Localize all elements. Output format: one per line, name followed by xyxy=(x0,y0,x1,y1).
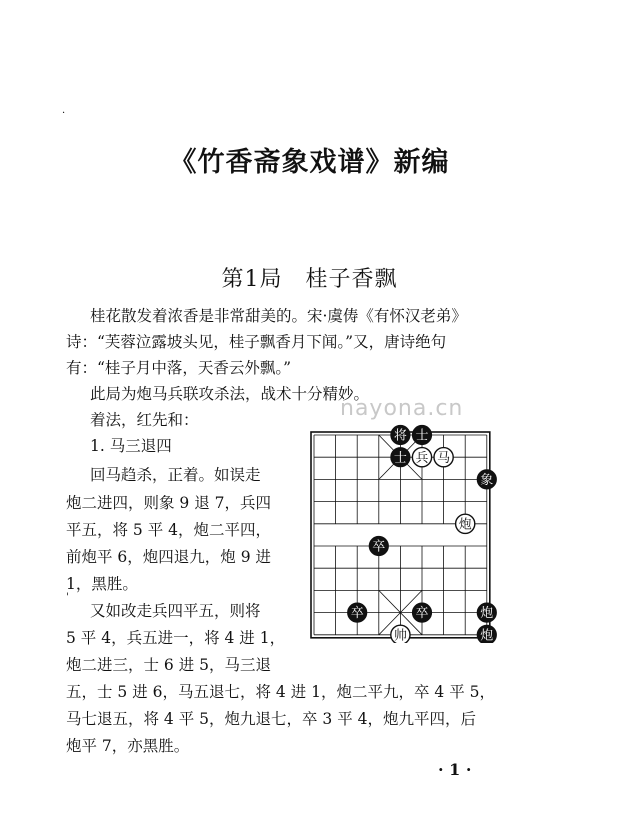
xiangqi-piece xyxy=(369,536,388,555)
move-commentary-line: 5 平 4，兵五进一，将 4 进 1， xyxy=(66,629,286,647)
piece-label: 炮 xyxy=(458,517,472,533)
move-commentary-line: 炮二进三，士 6 进 5，马三退 xyxy=(66,656,272,674)
piece-label: 马 xyxy=(437,450,451,466)
scan-speck: · xyxy=(62,108,66,119)
xiangqi-board xyxy=(308,423,498,643)
piece-label: 炮 xyxy=(480,628,494,643)
move-commentary-line: 炮二进四，则象 9 退 7，兵四 xyxy=(66,494,272,512)
xiangqi-piece xyxy=(391,625,410,643)
intro-paragraph-line: 有：“桂子月中落，天香云外飘。” xyxy=(66,359,292,377)
watermark: nayona.cn xyxy=(340,396,464,421)
xiangqi-piece xyxy=(391,425,410,444)
move-commentary-line: 马七退五，将 4 平 5，炮九退七，卒 3 平 4，炮九平四，后 xyxy=(66,710,477,728)
piece-label: 象 xyxy=(480,473,494,488)
move-commentary-line: 炮平 7，亦黑胜。 xyxy=(66,737,190,755)
intro-paragraph-line: 诗：“芙蓉泣露坡头见，桂子飘香月下闻。”又，唐诗绝句 xyxy=(66,333,447,351)
piece-label: 帅 xyxy=(393,628,407,643)
piece-label: 兵 xyxy=(415,450,429,466)
piece-label: 卒 xyxy=(350,606,364,622)
book-title: 《竹香斋象戏谱》新编 xyxy=(169,147,450,178)
xiangqi-piece xyxy=(391,448,410,467)
move-commentary-line: 又如改走兵四平五，则将 xyxy=(90,602,261,620)
xiangqi-piece xyxy=(412,448,431,467)
xiangqi-piece xyxy=(477,470,496,489)
move-commentary-line: 前炮平 6，炮四退九，炮 9 进 xyxy=(66,548,272,566)
piece-label: 卒 xyxy=(415,606,429,622)
xiangqi-piece xyxy=(348,603,367,622)
intro-paragraph-line: 着法，红先和： xyxy=(90,411,199,429)
xiangqi-piece xyxy=(434,448,453,467)
move-commentary-line: 1，黑胜。 xyxy=(66,575,138,593)
xiangqi-piece xyxy=(412,425,431,444)
scan-speck: ' xyxy=(66,592,69,603)
piece-label: 士 xyxy=(393,450,407,466)
xiangqi-piece xyxy=(456,514,475,533)
chapter-title: 第1局 桂子香飘 xyxy=(221,267,398,292)
piece-label: 炮 xyxy=(480,606,494,622)
move-commentary-line: 五，士 5 进 6，马五退七，将 4 进 1，炮二平九，卒 4 平 5， xyxy=(66,683,496,701)
page-number: · 1 · xyxy=(438,760,472,779)
move-commentary-line: 回马趋杀，正着。如误走 xyxy=(90,466,261,484)
xiangqi-piece xyxy=(477,603,496,622)
piece-label: 士 xyxy=(415,428,429,444)
piece-label: 卒 xyxy=(372,539,386,555)
move-heading: 1. 马三退四 xyxy=(90,437,172,455)
board-pieces xyxy=(348,425,497,643)
move-commentary-line: 平五，将 5 平 4，炮二平四， xyxy=(66,521,272,539)
xiangqi-piece xyxy=(412,603,431,622)
intro-paragraph-line: 桂花散发着浓香是非常甜美的。宋·虞俦《有怀汉老弟》 xyxy=(90,307,467,325)
piece-label: 将 xyxy=(393,428,407,444)
intro-paragraph-line: 此局为炮马兵联攻杀法，战术十分精妙。 xyxy=(90,385,370,403)
xiangqi-piece xyxy=(477,625,496,643)
